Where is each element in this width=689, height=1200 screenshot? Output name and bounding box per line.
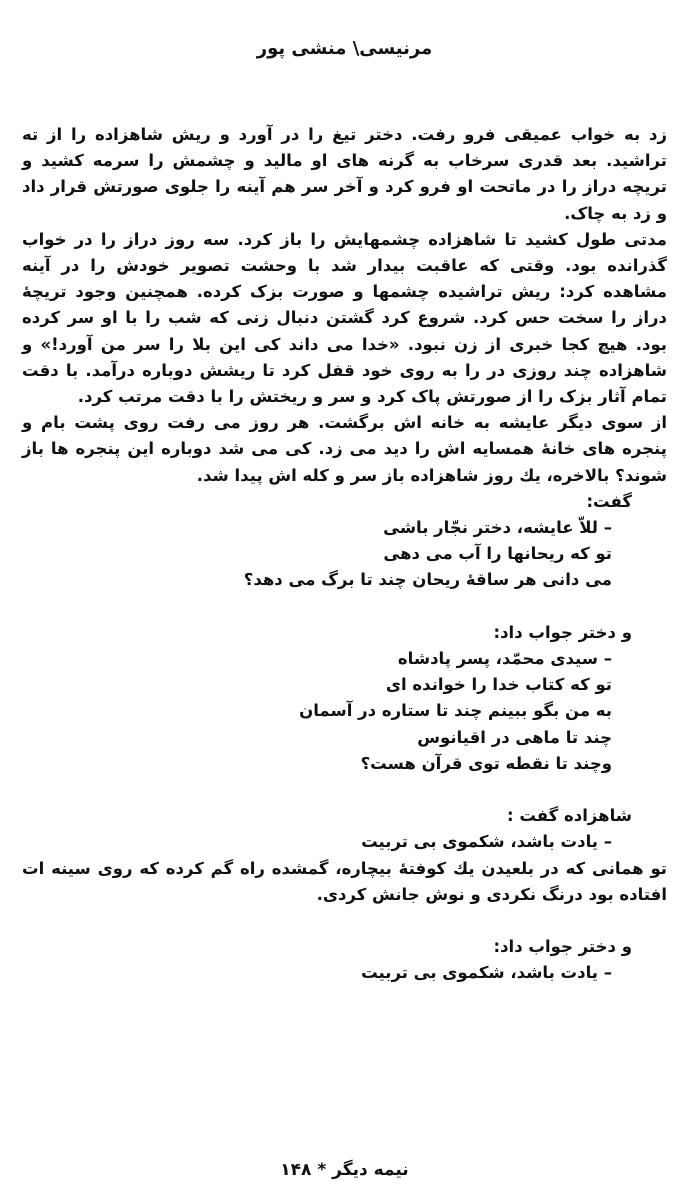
paragraph-2: مدتی طول کشید تا شاهزاده چشمهایش را باز کرد. سه روز دراز را در خواب گذرانده بود. وقتی که عاقبت بیدار شد با وحشت تصویر خودش را در آینه مشاهده کرد: ریش تراشیده چشمها و صورت بزک کرده. همچنین وجود تریچهٔ دراز را سخت حس کرد. شروع کرد گشتن دنبال زنی که شب را با او سر کرده بود. هیچ کجا خبری از زن نبود. «خدا می داند کی این بلا را سر من آورد!» و شاهزاده چند روزی در را به روی خود قفل کرد تا ریشش دوباره درآمد. با دقت تمام آثار بزک را از صورتش پاک کرد و سر و ریختش را با دقت مرتب کرد. <box>22 229 667 407</box>
paragraph-1: زد به خواب عمیقی فرو رفت. دختر تیغ را در آورد و ریش شاهزاده را از ته تراشید. بعد قدری سرخاب به گرنه های او مالید و چشمش را سرمه کشید و تریچه دراز را در ماتحت او فرو کرد و آخر سر هم آینه را جلوی صورتش قرار داد و زد به چاک. <box>22 125 667 223</box>
verse-line: چند تا ماهی در اقیانوس <box>417 727 612 747</box>
page-footer: نیمه دیگر * ۱۴۸ <box>280 1160 409 1180</box>
label-girl-answered: و دختر جواب داد: <box>493 622 632 642</box>
body-text <box>22 122 667 987</box>
paragraph-4: تو همانی كه در بلعیدن یك كوفتهٔ بیچاره، گمشده راه گم كرده كه روی سینه ات افتاده بود درنگ نكردی و نوش جانش كردی. <box>22 858 667 904</box>
label-girl-answered: و دختر جواب داد: <box>493 937 632 957</box>
verse-line: وچند تا نقطه توی قرآن هست؟ <box>360 753 612 773</box>
verse-line: تو که ریحانها را آب می دهی <box>383 544 612 564</box>
label-prince-said: شاهزاده گفت : <box>506 806 632 826</box>
label-said: گفت: <box>586 491 632 511</box>
verse-line: – یادت باشد، شکموی بی تربیت <box>361 832 612 852</box>
running-header: مرنیسی\ منشی پور <box>256 38 433 59</box>
verse-line: به من بگو ببینم چند تا ستاره در آسمان <box>299 701 612 721</box>
paragraph-3: از سوی دیگر عایشه به خانه اش برگشت. هر روز می رفت روی پشت بام و پنجره های خانهٔ همسایه اش را دید می زد. کی می شد دوباره این پنجره ها باز شوند؟ بالاخره، یك روز شاهزاده باز سر و كله اش پیدا شد. <box>22 413 667 485</box>
verse-line: می دانی هر ساقهٔ ریحان چند تا برگ می دهد؟ <box>243 570 612 590</box>
verse-line: تو که کتاب خدا را خوانده ای <box>385 675 612 695</box>
verse-line: – للاّ عایشه، دختر نجّار باشی <box>383 518 612 538</box>
verse-line: – سیدی محمّد، پسر پادشاه <box>397 649 612 669</box>
verse-line: – یادت باشد، شکموی بی تربیت <box>361 963 612 983</box>
